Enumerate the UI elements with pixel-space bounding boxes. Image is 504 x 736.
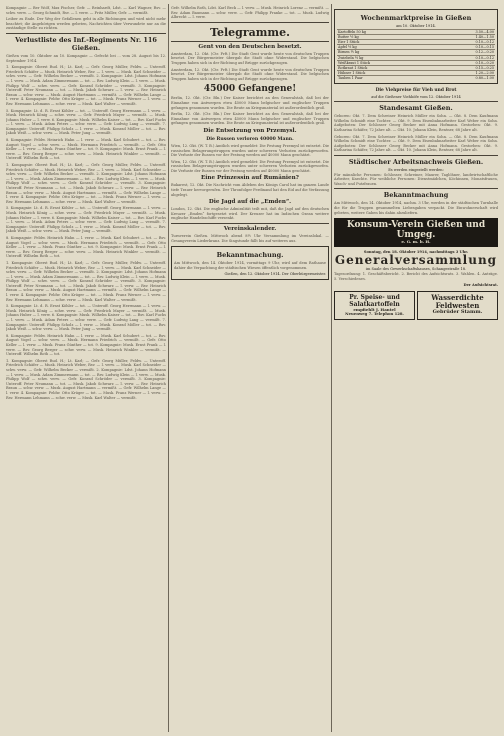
registry-text: Geboren: Okt. 7. Dem Schreiner Heinrich Müller ein Sohn. — Okt. 8. Dem Kaufmann Wilhelm Schmidt eine Tochter. — Okt. 9. Dem Eisenbahnarbeiter Karl Weber ein Sohn. Aufgeboten: Der Schlosser Georg Becker mit Anna Hofmann. Gestorben: Okt. 9. Katharina Schäfer, 72 Jahre alt. — Okt. 10. Johann Klein, Rentner, 68 Jahre alt.: [334, 134, 498, 153]
divider: [171, 41, 329, 42]
casualty-list-text: 8. Kompagnie: Feldw. Heinrich Hahn — l. verw. — Musk. Karl Schubert — tot. — Rsv. August Vogel — schw. verw. — Musk. Hermann Friedrich — vermißt. — Gefr. Otto Keller — l. verw. — Musk. Franz Günther — tot. 9. Kompagnie: Musk. Ernst Frank — l. verw. — Rsv. Georg Berger — schw. verw. — Musk. Heinrich Winkler — vermißt. — Unteroff. Wilhelm Roth — tot.: [6, 235, 166, 259]
market-item-price: 0.80—1.00: [436, 76, 495, 81]
divider: [171, 223, 329, 224]
announcement-2-text: Am Mittwoch, den 14. Oktober 1914, nachm. 3 Uhr, werden in der städtischen Turnhalle die für die Truppen gesammelten Liebesgaben verpackt. Die Einwohnerschaft wird gebeten, weitere Gaben bis dahin abzuliefern.: [334, 201, 498, 215]
market-item-name: Weißkraut 1 Stück: [337, 60, 436, 65]
rumania-text: Bukarest, 12. Okt. Die Nachricht vom Ableben des Königs Carol hat im ganzen Lande tiefe Trauer hervorgerufen. Der Thronfolger Ferdinand hat den Eid auf die Verfassung abgelegt.: [171, 183, 329, 197]
vest-ad-title: Wasserdichte Feldwesten: [431, 292, 484, 310]
notice-paragraph: Leiber zu Ende. Der Weg der Gefallenen geht in alle Richtungen und wird nicht mehr beachtet; die Angehörigen werden gebeten, Nachrichten über Verwundete nur an die zuständige Stelle zu richten.: [6, 17, 166, 31]
potato-ad-address: Neuenweg 7. Telephon 128.: [345, 311, 404, 317]
market-prices-date: am 10. Oktober 1914.: [396, 24, 436, 28]
divider: [6, 33, 166, 34]
market-item-name: Kartoffeln 50 kg: [337, 29, 436, 34]
casualty-list-text: 5. Kompagnie: Lt. d. R. Ernst Köhler — tot. — Unteroff. Georg Herrmann — l. verw. — Musk. Heinrich König — schw. verw. — Gefr. Friedrich Mayer — vermißt. — Musk. Johann Huber — l. verw. 6. Kompagnie: Musk. Wilhelm Kaiser — tot. — Rsv. Karl Fuchs — l. verw. — Musk. Adam Peters — schw. verw. — Gefr. Ludwig Lang — vermißt. 7. Kompagnie: Unteroff. Philipp Scholz — l. verw. — Musk. Konrad Möller — tot. — Rsv. Jakob Weiß — schw. verw. — Musk. Peter Jung — vermißt.: [6, 206, 166, 234]
assembly-date: Sonntag, den 18. Oktober 1914, nachmittags 3 Uhr.: [363, 249, 469, 254]
casualty-list-text: 8. Kompagnie: Feldw. Heinrich Hahn — l. verw. — Musk. Karl Schubert — tot. — Rsv. August Vogel — schw. verw. — Musk. Hermann Friedrich — vermißt. — Gefr. Otto Keller — l. verw. — Musk. Franz Günther — tot. 9. Kompagnie: Musk. Ernst Frank — l. verw. — Rsv. Georg Berger — schw. verw. — Musk. Heinrich Winkler — vermißt. — Unteroff. Wilhelm Roth — tot.: [6, 333, 166, 357]
emden-text: London, 12. Okt. Die englische Admiralität teilt mit, daß die Jagd auf den deutschen Kreuzer „Emden“ fortgesetzt wird. Der Kreuzer hat im Indischen Ozean weitere englische Handelsschiffe versenkt.: [171, 207, 329, 221]
przemysl-subheading: Die Russen verloren 40000 Mann.: [206, 136, 294, 142]
livestock-subheading: auf die Gießener Viehhöfe vom 12. Oktober 1914: [371, 94, 461, 99]
prisoners-text: Berlin, 12. Okt. (Ctr. Bln.) Der Kaiser berichtet an den Generalstab, daß bei der Einnahme von Antwerpen etwa 45000 Mann belgischer und englischer Truppen gefangen genommen wurden. Die Beute an Kriegsmaterial ist außerordentlich groß.: [171, 112, 329, 126]
market-item-price: 1.20—2.00: [436, 71, 495, 76]
konsum-banner: [334, 218, 498, 247]
announcement-box: [171, 246, 329, 280]
market-item-price: 0.12—0.20: [436, 50, 495, 55]
announcement-heading: Bekanntmachung.: [216, 251, 284, 260]
market-item-name: Birnen ½ kg: [337, 50, 436, 55]
market-price-row: [337, 76, 495, 81]
registry-text: Geboren: Okt. 7. Dem Schreiner Heinrich Müller ein Sohn. — Okt. 8. Dem Kaufmann Wilhelm Schmidt eine Tochter. — Okt. 9. Dem Eisenbahnarbeiter Karl Weber ein Sohn. Aufgeboten: Der Schlosser Georg Becker mit Anna Hofmann. Gestorben: Okt. 9. Katharina Schäfer, 72 Jahre alt. — Okt. 10. Johann Klein, Rentner, 68 Jahre alt.: [334, 114, 498, 132]
market-prices-heading: Wochenmarktpreise in Gießen: [360, 14, 472, 22]
casualty-list-text: 5. Kompagnie: Lt. d. R. Ernst Köhler — tot. — Unteroff. Georg Herrmann — l. verw. — Musk. Heinrich König — schw. verw. — Gefr. Friedrich Mayer — vermißt. — Musk. Johann Huber — l. verw. 6. Kompagnie: Musk. Wilhelm Kaiser — tot. — Rsv. Karl Fuchs — l. verw. — Musk. Adam Peters — schw. verw. — Gefr. Ludwig Lang — vermißt. 7. Kompagnie: Unteroff. Philipp Scholz — l. verw. — Musk. Konrad Möller — tot. — Rsv. Jakob Weiß — schw. verw. — Musk. Peter Jung — vermißt.: [6, 304, 166, 332]
vest-advertisement: [417, 291, 498, 320]
market-item-name: Eier 1 Stück: [337, 40, 436, 45]
market-item-price: 0.10—0.15: [436, 45, 495, 50]
market-item-price: 3.50—4.00: [436, 29, 495, 34]
gent-text: Amsterdam, 12. Okt. (Ctr. Frft.) Die Stadt Gent wurde heute von deutschen Truppen besetzt. Der Bürgermeister übergab die Stadt ohne Widerstand. Die belgischen Truppen haben sich in der Richtung auf Brügge zurückgezogen.: [171, 67, 329, 81]
market-item-price: 1.40—1.50: [436, 34, 495, 39]
vest-ad-subtitle: Gebrüder Stamm.: [432, 308, 483, 315]
column-divider: [331, 4, 332, 732]
divider: [171, 22, 329, 23]
gent-text: Amsterdam, 12. Okt. (Ctr. Frft.) Die Stadt Gent wurde heute von deutschen Truppen besetzt. Der Bürgermeister übergab die Stadt ohne Widerstand. Die belgischen Truppen haben sich in der Richtung auf Brügge zurückgezogen.: [171, 51, 329, 65]
casualty-list-text: 5. Kompagnie: Lt. d. R. Ernst Köhler — tot. — Unteroff. Georg Herrmann — l. verw. — Musk. Heinrich König — schw. verw. — Gefr. Friedrich Mayer — vermißt. — Musk. Johann Huber — l. verw. 6. Kompagnie: Musk. Wilhelm Kaiser — tot. — Rsv. Karl Fuchs — l. verw. — Musk. Adam Peters — schw. verw. — Gefr. Ludwig Lang — vermißt. 7. Kompagnie: Unteroff. Philipp Scholz — l. verw. — Musk. Konrad Möller — tot. — Rsv. Jakob Weiß — schw. verw. — Musk. Peter Jung — vermißt.: [6, 108, 166, 136]
divider: [334, 188, 498, 189]
labor-office-subheading: Es werden eingestellt werden:: [388, 167, 444, 172]
konsum-title: Konsum-Verein Gießen und Umgeg.: [346, 220, 486, 241]
announcement-signature: Gießen, den 12. Oktober 1914. Der Oberbürgermeister.: [224, 272, 326, 277]
prisoners-heading: 45000 Gefangene!: [203, 84, 297, 95]
livestock-heading: Die Viehpreise für Vieh und Brot: [375, 87, 457, 93]
market-item-price: 0.10—0.20: [436, 60, 495, 65]
divider: [334, 155, 498, 156]
telegrams-heading: Telegramme.: [210, 25, 290, 39]
vereins-heading: Vereinskalender.: [223, 226, 277, 233]
market-item-price: 0.15—0.25: [436, 66, 495, 71]
casualty-list-text: 1. Kompagnie: Oberst Rud. H.; Lt. Karl; — Gefr. Georg Müller, Feldw. — Unteroff. Friedrich Schäfer — Musk. Heinrich Weber, Rsv. — l. verw. — Musk. Karl Schneider — schw. verw. — Gefr. Wilhelm Becker — vermißt. 2. Kompagnie: Ldst. Johann Hofmann — l. verw. — Musk. Adam Zimmermann — tot. — Rsv. Ludwig Klein — l. verw. — Musk. Philipp Wolf — schw. verw. — Gefr. Konrad Schröder — vermißt. 3. Kompagnie: Unteroff. Peter Neumann — tot. — Musk. Jakob Schwarz — l. verw. — Rsv. Heinrich Braun — schw. verw. — Musk. August Hartmann — vermißt. — Gefr. Wilhelm Lange — l. verw. 4. Kompagnie: Feldw. Otto Krüger — tot. — Musk. Franz Werner — l. verw. — Rsv. Hermann Lehmann — schw. verw. — Musk. Karl Walter — vermißt.: [6, 163, 166, 204]
prisoners-text: Berlin, 12. Okt. (Ctr. Bln.) Der Kaiser berichtet an den Generalstab, daß bei der Einnahme von Antwerpen etwa 45000 Mann belgischer und englischer Truppen gefangen genommen wurden. Die Beute an Kriegsmaterial ist außerordentlich groß.: [171, 96, 329, 110]
konsum-subtitle: e. G. m. b. H.: [401, 239, 431, 245]
market-prices-table: [337, 29, 495, 81]
market-item-price: 0.10—0.12: [436, 40, 495, 45]
assembly-agenda: Tagesordnung: 1. Geschäftsbericht. 2. Bericht des Aufsichtsrats. 3. Wahlen. 4. Anträge. 5. Verschiedenes.: [334, 271, 498, 281]
market-item-name: Butter ½ kg: [337, 34, 436, 39]
market-item-price: 0.10—0.12: [436, 55, 495, 60]
assembly-signature: Der Aufsichtsrat.: [463, 283, 498, 288]
przemysl-heading: Die Entsetzung von Przemysl.: [203, 127, 297, 134]
market-item-name: Rotkraut 1 Stück: [337, 66, 436, 71]
registry-heading: Standesamt Gießen.: [379, 104, 453, 113]
advertisements-row: [334, 291, 498, 320]
column-divider: [168, 4, 169, 732]
market-item-name: Hühner 1 Stück: [337, 71, 436, 76]
announcement-text: Am Mittwoch, den 14. Oktober 1914, vormittags 9 Uhr, wird auf dem Rathause dahier die Verpachtung der städtischen Wiesen öffentlich vorgenommen.: [174, 261, 326, 270]
emden-heading: Die Jagd auf die „Emden“.: [208, 199, 292, 206]
column-1: [6, 6, 166, 730]
assembly-place: im Saale des Gewerkschaftshauses, Schangestraße 18.: [365, 267, 467, 272]
rumania-heading: Eine Prinzessin auf Rumänien?: [201, 175, 299, 182]
assembly-heading: Generalversammlung: [334, 253, 498, 268]
divider: [334, 101, 498, 102]
casualty-list-lead: Gießen vom 10. Oktober an 10. Kompagnie — Gefecht bei ... vom 28. August bis 12. September 1914.: [6, 53, 166, 63]
labor-office-text: Für männliche Personen: Schlosser, Schreiner, Maurer, Taglöhner, landwirtschaftliche Arbeiter, Knechte. Für weibliche Personen: Dienstmädchen, Köchinnen, Monatsfrauen, Wasch- und Putzfrauen.: [334, 172, 498, 186]
potato-ad-title: Pr. Speise- und Salatkartoffeln: [349, 293, 400, 308]
vereins-text: Turnverein Gießen. Mittwoch abend 8½ Uhr Versammlung im Vereinslokal. — Gesangverein Liederkranz. Die Singstunde fällt bis auf weiteres aus.: [171, 234, 329, 243]
market-item-name: Tauben 1 Paar: [337, 76, 436, 81]
potato-advertisement: [334, 291, 415, 320]
intro-paragraph: Kompagnie — Ber Wolf, Max Fischer, Gefr. — Reinhardt, Ldst. — Karl Wagner, Rsv. — schw. verw. — Georg Schmidt, Rsv. — l. verw. — Fritz Müller, Gefr. — vermißt.: [6, 6, 166, 15]
labor-office-heading: Städtischer Arbeitsnachweis Gießen.: [348, 157, 484, 166]
potato-ad-subtitle: empfiehlt J. Hantel: [353, 306, 396, 312]
przemysl-text: Wien, 12. Okt. (W. T. B.) Amtlich wird gemeldet: Die Festung Przemysl ist entsetzt. Die russischen Belagerungstruppen wurden unter schweren Verlusten zurückgeworfen. Die Verluste der Russen vor der Festung werden auf 40000 Mann geschätzt.: [171, 159, 329, 173]
przemysl-text: Wien, 12. Okt. (W. T. B.) Amtlich wird gemeldet: Die Festung Przemysl ist entsetzt. Die russischen Belagerungstruppen wurden unter schweren Verlusten zurückgeworfen. Die Verluste der Russen vor der Festung werden auf 40000 Mann geschätzt.: [171, 143, 329, 158]
market-item-name: Zwiebeln ½ kg: [337, 55, 436, 60]
column-3: [334, 6, 498, 730]
gent-heading: Gent von den Deutschen besetzt.: [198, 43, 302, 50]
column-2: [171, 6, 329, 730]
market-prices-box: [334, 9, 498, 84]
casualty-list-heading: Verlustliste des Inf.-Regiments Nr. 116 Gießen.: [15, 35, 157, 52]
casualty-list-text: 1. Kompagnie: Oberst Rud. H.; Lt. Karl; — Gefr. Georg Müller, Feldw. — Unteroff. Friedrich Schäfer — Musk. Heinrich Weber, Rsv. — l. verw. — Musk. Karl Schneider — schw. verw. — Gefr. Wilhelm Becker — vermißt. 2. Kompagnie: Ldst. Johann Hofmann — l. verw. — Musk. Adam Zimmermann — tot. — Rsv. Ludwig Klein — l. verw. — Musk. Philipp Wolf — schw. verw. — Gefr. Konrad Schröder — vermißt. 3. Kompagnie: Unteroff. Peter Neumann — tot. — Musk. Jakob Schwarz — l. verw. — Rsv. Heinrich Braun — schw. verw. — Musk. August Hartmann — vermißt. — Gefr. Wilhelm Lange — l. verw. 4. Kompagnie: Feldw. Otto Krüger — tot. — Musk. Franz Werner — l. verw. — Rsv. Hermann Lehmann — schw. verw. — Musk. Karl Walter — vermißt.: [6, 65, 166, 106]
casualty-list-text: 1. Kompagnie: Oberst Rud. H.; Lt. Karl; — Gefr. Georg Müller, Feldw. — Unteroff. Friedrich Schäfer — Musk. Heinrich Weber, Rsv. — l. verw. — Musk. Karl Schneider — schw. verw. — Gefr. Wilhelm Becker — vermißt. 2. Kompagnie: Ldst. Johann Hofmann — l. verw. — Musk. Adam Zimmermann — tot. — Rsv. Ludwig Klein — l. verw. — Musk. Philipp Wolf — schw. verw. — Gefr. Konrad Schröder — vermißt. 3. Kompagnie: Unteroff. Peter Neumann — tot. — Musk. Jakob Schwarz — l. verw. — Rsv. Heinrich Braun — schw. verw. — Musk. August Hartmann — vermißt. — Gefr. Wilhelm Lange — l. verw. 4. Kompagnie: Feldw. Otto Krüger — tot. — Musk. Franz Werner — l. verw. — Rsv. Hermann Lehmann — schw. verw. — Musk. Karl Walter — vermißt.: [6, 260, 166, 302]
market-item-name: Äpfel ½ kg: [337, 45, 436, 50]
casualty-list-text: 1. Kompagnie: Oberst Rud. H.; Lt. Karl; — Gefr. Georg Müller, Feldw. — Unteroff. Friedrich Schäfer — Musk. Heinrich Weber, Rsv. — l. verw. — Musk. Karl Schneider — schw. verw. — Gefr. Wilhelm Becker — vermißt. 2. Kompagnie: Ldst. Johann Hofmann — l. verw. — Musk. Adam Zimmermann — tot. — Rsv. Ludwig Klein — l. verw. — Musk. Philipp Wolf — schw. verw. — Gefr. Konrad Schröder — vermißt. 3. Kompagnie: Unteroff. Peter Neumann — tot. — Musk. Jakob Schwarz — l. verw. — Rsv. Heinrich Braun — schw. verw. — Musk. August Hartmann — vermißt. — Gefr. Wilhelm Lange — l. verw. 4. Kompagnie: Feldw. Otto Krüger — tot. — Musk. Franz Werner — l. verw. — Rsv. Hermann Lehmann — schw. verw. — Musk. Karl Walter — vermißt.: [6, 358, 166, 400]
casualty-list-text: 8. Kompagnie: Feldw. Heinrich Hahn — l. verw. — Musk. Karl Schubert — tot. — Rsv. August Vogel — schw. verw. — Musk. Hermann Friedrich — vermißt. — Gefr. Otto Keller — l. verw. — Musk. Franz Günther — tot. 9. Kompagnie: Musk. Ernst Frank — l. verw. — Rsv. Georg Berger — schw. verw. — Musk. Heinrich Winkler — vermißt. — Unteroff. Wilhelm Roth — tot.: [6, 138, 166, 161]
announcement-2-heading: Bekanntmachung: [383, 191, 449, 200]
column-top-text: Gefr. Wilhelm Roth, Ldst. Karl Beck — l. verw. — Musk. Heinrich Lorenz — vermißt. — Rsv. Adam Baumann — schw. verw. — Gefr. Philipp Franke — tot. — Musk. Ludwig Albrecht — l. verw.: [171, 6, 329, 20]
